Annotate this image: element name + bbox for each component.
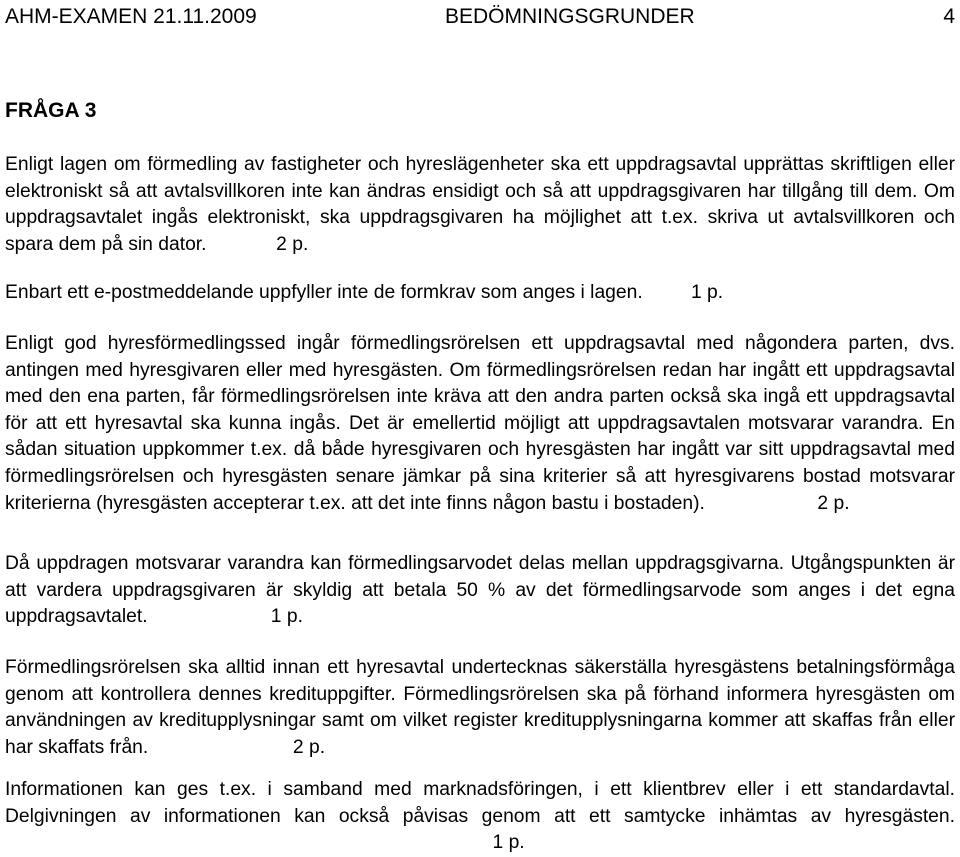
points-label: 2 p. [276,233,309,255]
paragraph-2-text: Enbart ett e-postmeddelande uppfyller inte de formkrav som anges i lagen. [5,282,643,303]
paragraph-5 [5,655,955,761]
paragraph-2-points [648,282,723,303]
points-label: 1 p. [492,832,525,854]
paragraph-1-text: Enligt lagen om förmedling av fastigheter och hyreslägenheter ska ett uppdragsavtal upprättas skriftligen eller elektroniskt så att avtalsvillkoren inte kan ändras ensidigt och så att uppdragsgivaren har tillgång till dem. Om uppdragsavtalet ingås elektroniskt, ska uppdragsgivaren ha möjlighet att t.ex. skriva ut avtalsvillkoren och spara dem på sin dator. [5,154,955,255]
points-label: 2 p. [817,492,850,514]
paragraph-5-text: Förmedlingsrörelsen ska alltid innan ett hyresavtal undertecknas säkerställa hyresgästens betalningsförmåga genom att kontrollera dennes kredituppgifter. Förmedlingsrörelsen ska på förhand informera hyresgästen om användningen av kreditupplysningar samt om vilket register kreditupplysningarna kommer att skaffas från eller har skaffats från. [5,657,955,758]
paragraph-6-text: Informationen kan ges t.ex. i samband med marknadsföringen, i ett klientbrev eller i ett standardavtal. Delgivningen av informationen kan också påvisas genom att ett samtycke inhämtas av hyresgästen. [5,779,955,827]
question-heading: FRÅGA 3 [5,99,97,122]
paragraph-3-text: Enligt god hyresförmedlingssed ingår förmedlingsrörelsen ett uppdragsavtal med någondera parten, dvs. antingen med hyresgivaren eller med hyresgästen. Om förmedlingsrörelsen redan har ingått ett uppdragsavtal med den ena parten, får förmedlingsrörelsen inte kräva att den andra parten också ska ingå ett uppdragsavtal för att ett hyresavtal ska kunna ingås. Det är emellertid möjligt att uppdragsavtalen motsvarar varandra. En sådan situation uppkommer t.ex. då både hyresgivaren och hyresgästen har ingått var sitt uppdragsavtal med förmedlingsrörelsen och hyresgästen senare jämkar på sina kriterier så att hyresgivarens bostad motsvarar kriterierna (hyresgästen accepterar t.ex. att det inte finns någon bastu i bostaden). [5,333,955,514]
paragraph-4-text: Då uppdragen motsvarar varandra kan förmedlingsarvodet delas mellan uppdragsgivarna. Utgångspunkten är att vardera uppdragsgivaren är skyldig att betala 50 % av det förmedlingsarvode som anges i det egna uppdragsavtalet. [5,553,955,628]
paragraph-1-points [212,234,308,255]
page-number: 4 [943,5,955,28]
points-label: 1 p. [690,282,724,303]
paragraph-4 [5,551,955,631]
points-label: 1 p. [270,606,303,628]
paragraph-6-points [5,832,525,853]
paragraph-4-points [153,606,303,627]
header-section-title: BEDÖMNINGSGRUNDER [445,5,695,28]
paragraph-5-points [154,737,325,758]
paragraph-2 [5,280,955,307]
points-label: 2 p. [292,736,326,758]
paragraph-3 [5,331,955,517]
exam-title: AHM-EXAMEN 21.11.2009 [5,5,257,28]
paragraph-3-points [710,493,849,514]
paragraph-6 [5,777,955,857]
paragraph-1 [5,152,955,258]
